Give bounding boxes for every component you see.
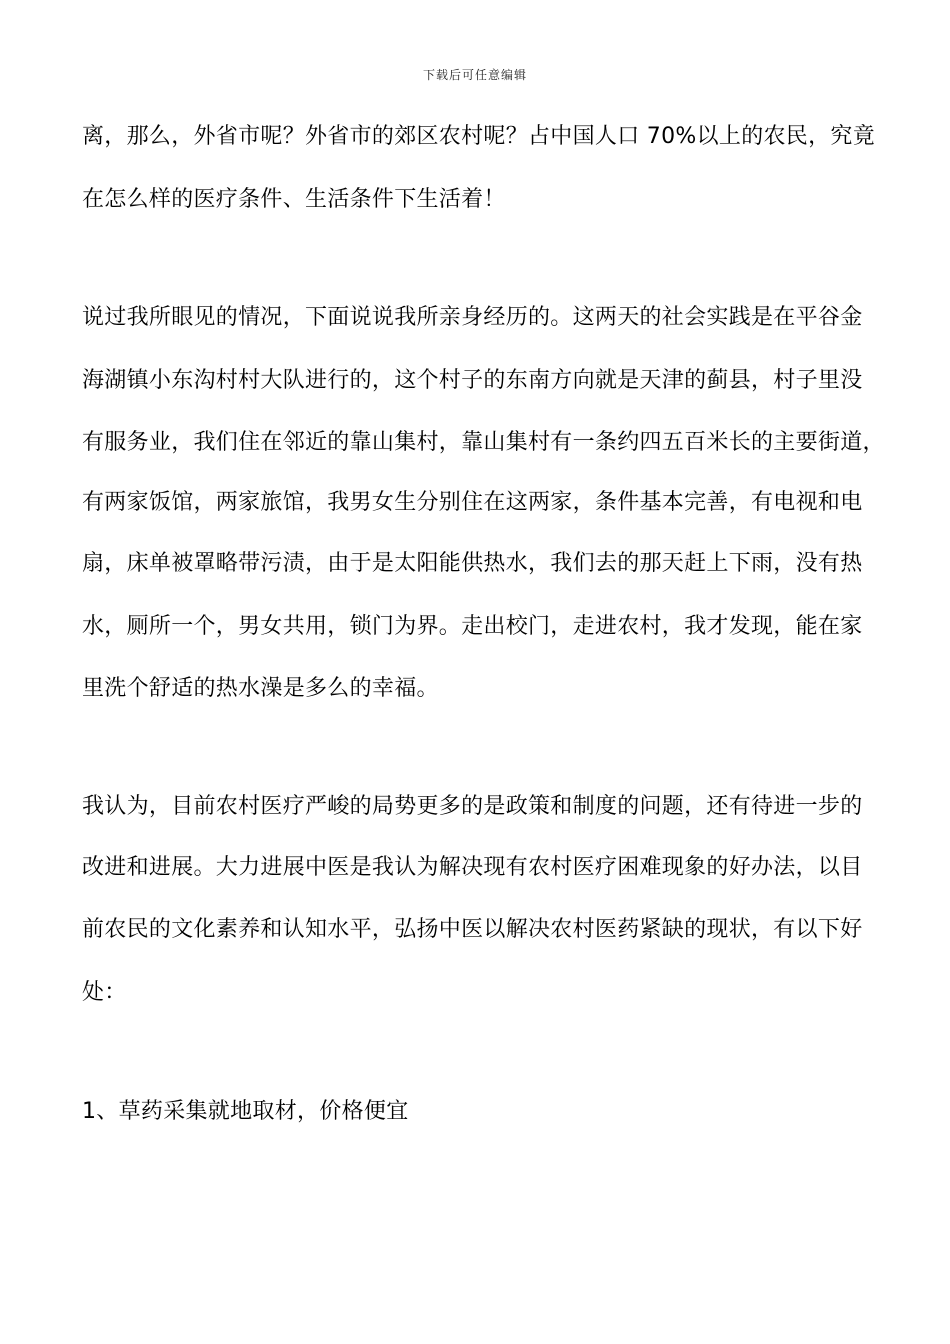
paragraph-line: 海湖镇小东沟村村大队进行的，这个村子的东南方向就是天津的蓟县，村子里没	[82, 368, 863, 393]
paragraph-line: 处：	[82, 980, 127, 1005]
paragraph-line: 里洗个舒适的热水澡是多么的幸福。	[82, 676, 439, 701]
list-item-text: 1、草药采集就地取材，价格便宜	[82, 1099, 409, 1124]
paragraph-line: 说过我所眼见的情况，下面说说我所亲身经历的。这两天的社会实践是在平谷金	[82, 305, 863, 330]
paragraph-line: 改进和进展。大力进展中医是我认为解决现有农村医疗困难现象的好办法，以目	[82, 855, 863, 880]
paragraph-line: 在怎么样的医疗条件、生活条件下生活着！	[82, 187, 506, 212]
paragraph-line: 水，厕所一个，男女共用，锁门为界。走出校门，走进农村，我才发现，能在家	[82, 614, 863, 639]
paragraph-line: 有两家饭馆，两家旅馆，我男女生分别住在这两家，条件基本完善，有电视和电	[82, 490, 863, 515]
paragraph-line: 扇，床单被罩略带污渍，由于是太阳能供热水，我们去的那天赶上下雨，没有热	[82, 551, 863, 576]
page-header: 下载后可任意编辑	[422, 68, 527, 82]
paragraph-line: 离，那么，外省市呢？外省市的郊区农村呢？占中国人口 70%以上的农民，究竟	[82, 124, 875, 149]
paragraph-line: 有服务业，我们住在邻近的靠山集村，靠山集村有一条约四五百米长的主要街道，	[82, 430, 885, 455]
paragraph-line: 前农民的文化素养和认知水平，弘扬中医以解决农村医药紧缺的现状，有以下好	[82, 917, 863, 942]
paragraph-line: 我认为，目前农村医疗严峻的局势更多的是政策和制度的问题，还有待进一步的	[82, 794, 863, 819]
